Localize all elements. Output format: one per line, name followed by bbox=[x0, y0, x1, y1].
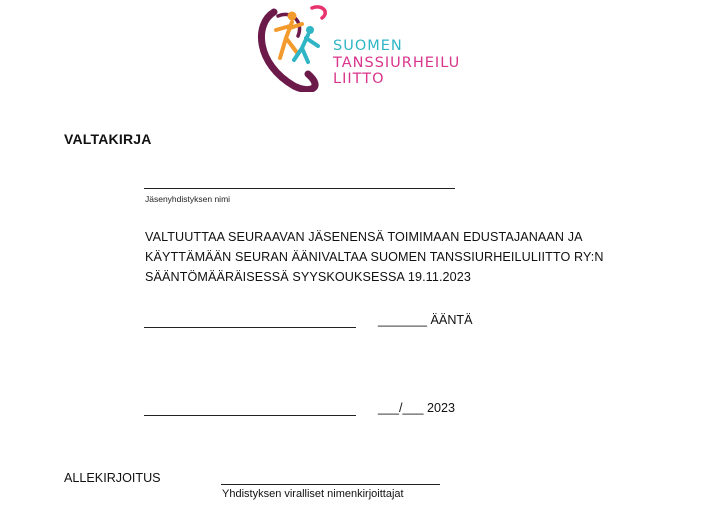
place-field[interactable] bbox=[144, 415, 356, 416]
date-field[interactable]: ___/___ 2023 bbox=[378, 401, 456, 415]
logo-ribbon-pink bbox=[312, 7, 325, 18]
body-line-1: VALTUUTTAA SEURAAVAN JÄSENENSÄ TOIMIMAAN EDUSTAJANAAN JA bbox=[145, 230, 583, 244]
document-title: VALTAKIRJA bbox=[64, 131, 152, 147]
signature-field[interactable] bbox=[221, 484, 440, 485]
logo-line-tanssiurheilu: TANSSIURHEILU bbox=[333, 54, 461, 71]
logo-dancer-head-orange bbox=[288, 12, 297, 21]
logo-dancer-head-teal bbox=[306, 26, 314, 34]
association-name-field[interactable] bbox=[144, 188, 455, 189]
logo-line-liitto: LIITTO bbox=[333, 71, 385, 87]
logo-dancer-body-teal bbox=[294, 35, 318, 62]
delegate-name-field[interactable] bbox=[144, 327, 356, 328]
federation-logo-icon bbox=[252, 2, 332, 92]
body-line-3: SÄÄNTÖMÄÄRÄISESSÄ SYYSKOUKSESSA 19.11.2023 bbox=[145, 270, 471, 284]
authorization-body-text bbox=[145, 227, 615, 287]
votes-count-field[interactable]: _______ ÄÄNTÄ bbox=[378, 313, 473, 327]
logo-swirl-shape bbox=[261, 12, 315, 90]
logo-line-suomen: SUOMEN bbox=[333, 38, 403, 54]
body-line-2: KÄYTTÄMÄÄN SEURAN ÄÄNIVALTAA SUOMEN TANSSIURHEILULIITTO RY:N bbox=[145, 250, 604, 264]
signature-label: ALLEKIRJOITUS bbox=[64, 471, 161, 485]
signature-caption: Yhdistyksen viralliset nimenkirjoittajat bbox=[222, 488, 404, 500]
federation-logo-text bbox=[333, 38, 460, 88]
association-name-caption: Jäsenyhdistyksen nimi bbox=[145, 194, 231, 204]
